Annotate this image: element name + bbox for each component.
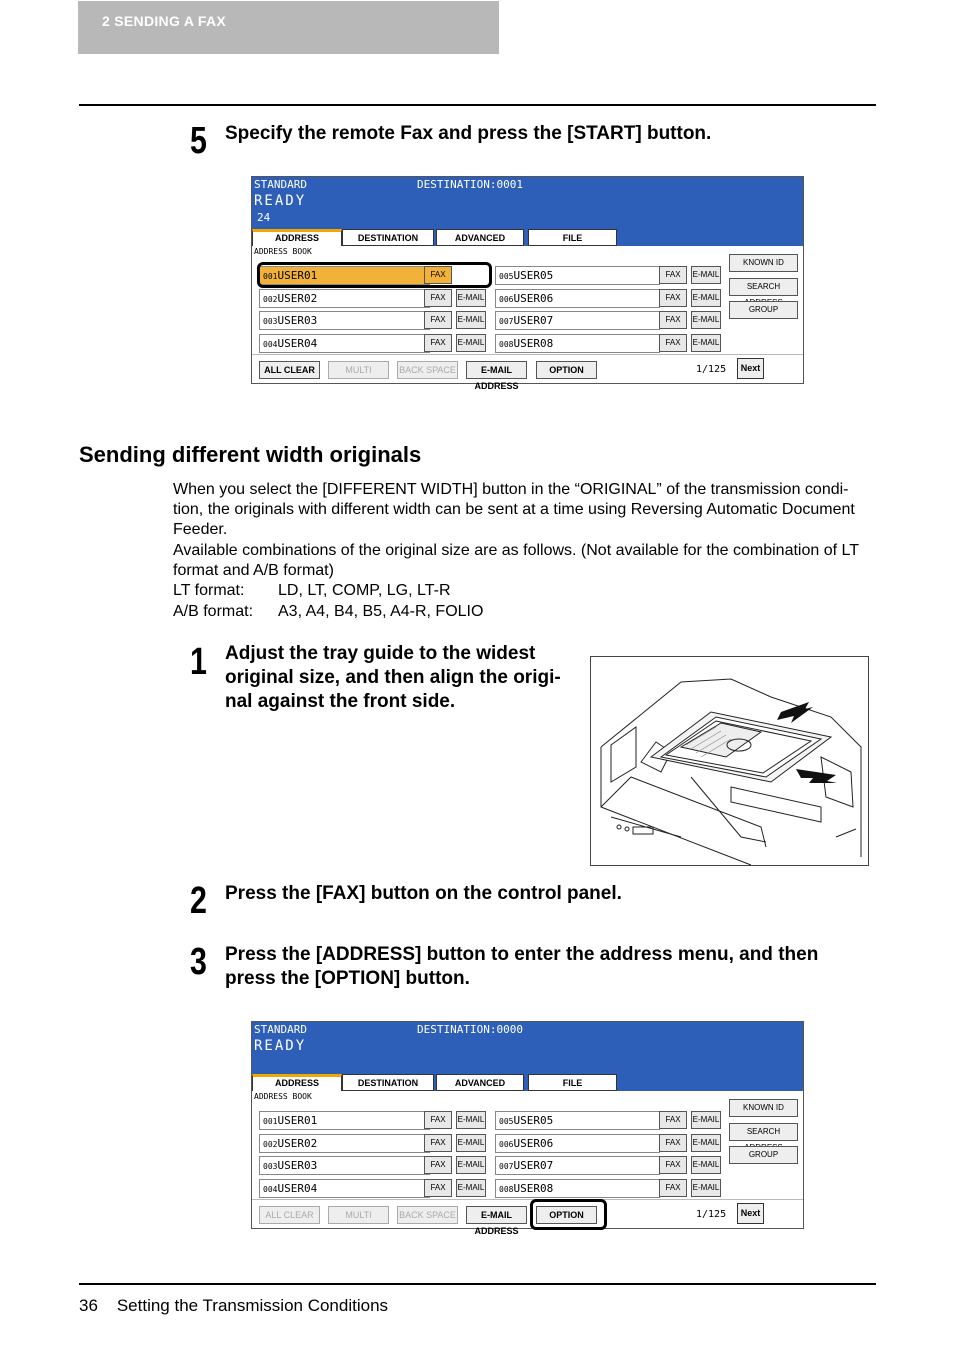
entry-name — [263, 290, 317, 308]
adf-illustration — [590, 656, 869, 866]
entry-number: 002 — [263, 1140, 278, 1149]
entry-number: 001 — [263, 272, 278, 281]
entry-user: USER06 — [513, 1137, 554, 1150]
entry-user: USER03 — [277, 314, 318, 327]
address-entry-left-4[interactable] — [259, 1179, 430, 1198]
address-entry-right-2[interactable] — [495, 289, 660, 308]
fax-button[interactable]: FAX — [424, 334, 452, 352]
entry-name — [499, 1112, 553, 1130]
highlight-callout — [530, 1199, 607, 1230]
ab-format-row — [173, 602, 483, 622]
fax-button[interactable]: FAX — [424, 266, 452, 284]
address-entry-left-1[interactable] — [259, 1111, 430, 1130]
entry-name — [263, 1180, 317, 1198]
entry-user: USER06 — [513, 292, 554, 305]
fax-button[interactable]: FAX — [659, 266, 687, 284]
next-button[interactable]: Next — [737, 1203, 764, 1224]
email-button[interactable]: E-MAIL — [691, 1179, 721, 1197]
entry-user: USER01 — [277, 1114, 318, 1127]
entry-number: 006 — [499, 295, 514, 304]
email-address-button[interactable]: E-MAIL ADDRESS — [466, 1206, 527, 1224]
chapter-header — [78, 1, 499, 54]
fax-button[interactable]: FAX — [424, 1179, 452, 1197]
email-button[interactable]: E-MAIL — [456, 334, 486, 352]
address-entry-right-4[interactable] — [495, 334, 660, 353]
entry-number: 003 — [263, 317, 278, 326]
entry-user: USER08 — [513, 1182, 554, 1195]
fax-button[interactable]: FAX — [659, 334, 687, 352]
entry-number: 005 — [499, 1117, 514, 1126]
address-book-label: ADDRESS BOOK — [254, 247, 312, 256]
section-paragraph-2: Available combinations of the original size are as follows. (Not available for the combination of LT format and A/B format) — [173, 542, 859, 579]
entry-number: 001 — [263, 1117, 278, 1126]
mode-label: STANDARD — [254, 1023, 307, 1036]
email-address-button[interactable]: E-MAIL ADDRESS — [466, 361, 527, 379]
email-button[interactable]: E-MAIL — [456, 1179, 486, 1197]
panel-status-bar — [252, 177, 803, 229]
email-button[interactable]: E-MAIL — [456, 289, 486, 307]
address-entry-left-2[interactable] — [259, 1134, 430, 1153]
entry-number: 007 — [499, 317, 514, 326]
entry-name — [499, 267, 553, 285]
entry-user: USER07 — [513, 1159, 554, 1172]
highlight-callout — [257, 262, 492, 288]
fax-button[interactable]: FAX — [424, 1134, 452, 1152]
entry-number: 004 — [263, 340, 278, 349]
entry-number: 005 — [499, 272, 514, 281]
fax-address-panel-2 — [251, 1021, 804, 1236]
address-book-label: ADDRESS BOOK — [254, 1092, 312, 1101]
entry-name — [263, 312, 317, 330]
lt-format-value: LD, LT, COMP, LG, LT-R — [278, 582, 451, 599]
lt-format-row — [173, 581, 451, 601]
next-button[interactable]: Next — [737, 358, 764, 379]
step-2-text: Press the [FAX] button on the control panel. — [225, 883, 622, 904]
ab-format-value: A3, A4, B4, B5, A4-R, FOLIO — [278, 603, 484, 620]
all-clear-button[interactable]: ALL CLEAR — [259, 1206, 320, 1224]
entry-user: USER02 — [277, 1137, 318, 1150]
address-entry-right-2[interactable] — [495, 1134, 660, 1153]
section-title: Sending different width originals — [79, 442, 422, 467]
known-id-button[interactable]: KNOWN ID — [729, 254, 798, 272]
step-1-text: Adjust the tray guide to the widest original size, and then align the origi-nal against the front side. — [225, 643, 561, 712]
entry-number: 006 — [499, 1140, 514, 1149]
address-entry-right-1[interactable] — [495, 1111, 660, 1130]
option-button[interactable]: OPTION — [536, 1206, 597, 1224]
tab-file[interactable]: FILE — [528, 1074, 617, 1091]
divider — [252, 354, 803, 355]
email-button[interactable]: E-MAIL — [691, 1156, 721, 1174]
entry-number: 008 — [499, 1185, 514, 1194]
status-text: READY — [254, 1038, 307, 1054]
entry-user: USER03 — [277, 1159, 318, 1172]
email-button[interactable]: E-MAIL — [691, 1134, 721, 1152]
fax-button[interactable]: FAX — [659, 1179, 687, 1197]
adf-tray-image — [591, 657, 868, 865]
fax-button[interactable]: FAX — [424, 1111, 452, 1129]
destination-count: DESTINATION:0001 — [417, 178, 523, 191]
address-entry-right-3[interactable] — [495, 311, 660, 330]
all-clear-button[interactable]: ALL CLEAR — [259, 361, 320, 379]
fax-button[interactable]: FAX — [659, 1134, 687, 1152]
search-address-button[interactable]: SEARCH — [729, 1123, 798, 1141]
email-button[interactable]: E-MAIL — [691, 334, 721, 352]
search-address-button[interactable]: SEARCH — [729, 278, 798, 296]
fax-button[interactable]: FAX — [424, 289, 452, 307]
mode-label: STANDARD — [254, 178, 307, 191]
fax-address-panel-1 — [251, 176, 804, 391]
ab-format-label: A/B format: — [173, 603, 254, 620]
entry-name — [263, 1112, 317, 1130]
section-paragraph-1: When you select the [DIFFERENT WIDTH] button in the “ORIGINAL” of the transmission condi-tion, the originals with different width can be sent at a time using Reversing Automatic Document Feeder. — [173, 481, 855, 538]
tab-address[interactable]: ADDRESS — [252, 1074, 342, 1091]
entry-name — [499, 1135, 553, 1153]
address-entry-right-1[interactable] — [495, 266, 660, 285]
page-indicator: 1/125 — [696, 1209, 727, 1220]
page-number: 36 — [79, 1296, 98, 1315]
address-entry-left-3[interactable] — [259, 1156, 430, 1175]
step-1-number: 1 — [190, 641, 207, 683]
entry-name — [499, 1180, 553, 1198]
email-button[interactable]: E-MAIL — [691, 266, 721, 284]
panel-status-bar — [252, 1022, 803, 1074]
entry-user: USER04 — [277, 1182, 318, 1195]
entry-number: 007 — [499, 1162, 514, 1171]
email-button[interactable]: E-MAIL — [691, 311, 721, 329]
step-2-number: 2 — [190, 880, 207, 922]
email-button[interactable]: E-MAIL — [691, 1111, 721, 1129]
fax-button[interactable]: FAX — [659, 289, 687, 307]
step-3-text: Press the [ADDRESS] button to enter the address menu, and then press the [OPTION] button. — [225, 944, 819, 989]
fax-button[interactable]: FAX — [659, 1156, 687, 1174]
page-indicator: 1/125 — [696, 364, 727, 375]
email-button[interactable]: E-MAIL — [456, 1134, 486, 1152]
top-rule — [79, 104, 876, 106]
email-button[interactable]: E-MAIL — [691, 289, 721, 307]
footer — [79, 1296, 388, 1316]
fax-button[interactable]: FAX — [424, 1156, 452, 1174]
bottom-rule — [79, 1283, 876, 1285]
email-button[interactable]: E-MAIL — [456, 1156, 486, 1174]
address-entry-left-3[interactable] — [259, 311, 430, 330]
multi-button[interactable]: MULTI — [328, 1206, 389, 1224]
known-id-button[interactable]: KNOWN ID — [729, 1099, 798, 1117]
memory-count: 24 — [257, 211, 271, 224]
chapter-title: 2 SENDING A FAX — [102, 13, 227, 29]
entry-user: USER01 — [277, 269, 318, 282]
status-text: READY — [254, 193, 307, 209]
entry-user: USER02 — [277, 292, 318, 305]
address-entry-left-4[interactable] — [259, 334, 430, 353]
entry-user: USER08 — [513, 337, 554, 350]
group-button[interactable]: GROUP — [729, 1146, 798, 1164]
email-button[interactable]: E-MAIL — [456, 1111, 486, 1129]
entry-name — [499, 312, 553, 330]
entry-name — [499, 335, 553, 353]
address-entry-left-2[interactable] — [259, 289, 430, 308]
entry-user: USER05 — [513, 269, 554, 282]
lt-format-label: LT format: — [173, 582, 245, 599]
tab-advanced[interactable]: ADVANCED — [436, 229, 524, 246]
tab-file[interactable]: FILE — [528, 229, 617, 246]
entry-number: 002 — [263, 295, 278, 304]
backspace-button[interactable]: BACK SPACE — [397, 1206, 458, 1224]
address-entry-right-4[interactable] — [495, 1179, 660, 1198]
address-entry-right-3[interactable] — [495, 1156, 660, 1175]
tab-advanced[interactable]: ADVANCED — [436, 1074, 524, 1091]
entry-number: 008 — [499, 340, 514, 349]
multi-button[interactable]: MULTI — [328, 361, 389, 379]
divider — [252, 1199, 803, 1200]
fax-button[interactable]: FAX — [424, 311, 452, 329]
step-3-number: 3 — [190, 941, 207, 983]
entry-name — [263, 1135, 317, 1153]
entry-number: 004 — [263, 1185, 278, 1194]
tab-destination[interactable]: DESTINATION — [342, 229, 434, 246]
destination-count: DESTINATION:0000 — [417, 1023, 523, 1036]
entry-number: 003 — [263, 1162, 278, 1171]
entry-name — [499, 1157, 553, 1175]
group-button[interactable]: GROUP — [729, 301, 798, 319]
email-button[interactable]: E-MAIL — [456, 311, 486, 329]
entry-user: USER07 — [513, 314, 554, 327]
step-5-text: Specify the remote Fax and press the [START] button. — [225, 123, 712, 144]
step-5-number: 5 — [190, 120, 207, 162]
entry-name — [263, 335, 317, 353]
footer-title: Setting the Transmission Conditions — [116, 1296, 389, 1315]
tab-destination[interactable]: DESTINATION — [342, 1074, 434, 1091]
entry-user: USER05 — [513, 1114, 554, 1127]
entry-name — [263, 1157, 317, 1175]
entry-user: USER04 — [277, 337, 318, 350]
tab-address[interactable]: ADDRESS — [252, 229, 342, 246]
option-button[interactable]: OPTION — [536, 361, 597, 379]
backspace-button[interactable]: BACK SPACE — [397, 361, 458, 379]
fax-button[interactable]: FAX — [659, 311, 687, 329]
fax-button[interactable]: FAX — [659, 1111, 687, 1129]
entry-name — [499, 290, 553, 308]
